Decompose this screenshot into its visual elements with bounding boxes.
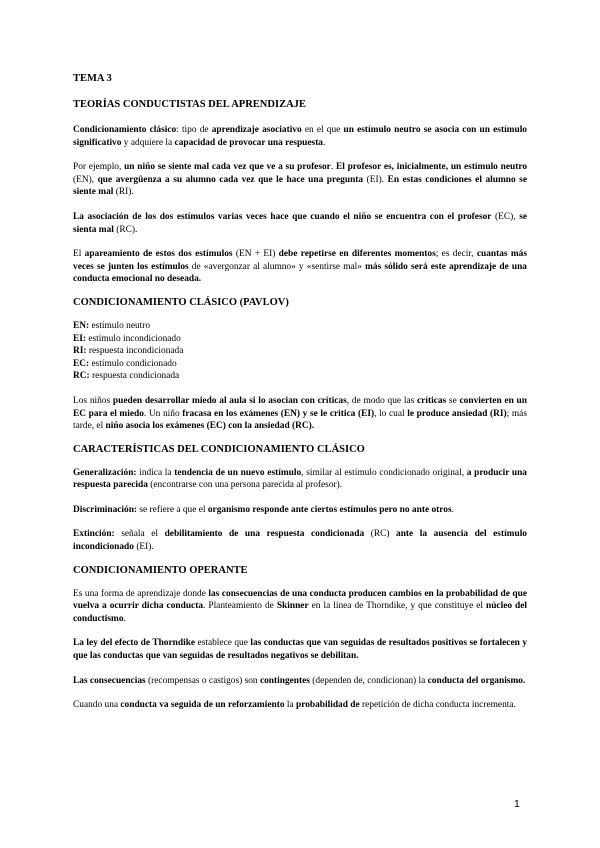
page-title: TEORÍAS CONDUCTISTAS DEL APRENDIZAJE bbox=[73, 99, 306, 110]
extinction-paragraph: Extinción: señala el debilitamiento de una respuesta condicionada (RC) ante la ausencia del estímulo incondicionado (EI). bbox=[73, 529, 527, 553]
definitions-list bbox=[73, 320, 527, 383]
document-page bbox=[73, 72, 527, 712]
definition-item: EC: estímulo condicionado bbox=[73, 358, 177, 369]
reinforcement-paragraph: Cuando una conducta va seguida de un reforzamiento la probabilidad de repetición de dicha conducta incrementa. bbox=[73, 700, 516, 711]
page-number: 1 bbox=[514, 798, 520, 810]
definition-item: RI: respuesta incondicionada bbox=[73, 346, 184, 357]
definition-item: EI: estímulo incondicionado bbox=[73, 333, 181, 344]
generalization-paragraph: Generalización: indica la tendencia de un nuevo estímulo, similar al estímulo condicionado original, a producir una respuesta parecida (encontrarse con una persona parecida al profesor). bbox=[73, 467, 527, 491]
operant-paragraph: Es una forma de aprendizaje donde las consecuencias de una conducta producen cambios en la probabilidad de que vuelva a ocurrir dicha conducta. Planteamiento de Skinner en la línea de Thorndike, y que constituye el núcleo del conductismo. bbox=[73, 588, 528, 624]
section-heading-pavlov: CONDICIONAMIENTO CLÁSICO (PAVLOV) bbox=[73, 296, 289, 308]
tema-heading: TEMA 3 bbox=[73, 73, 112, 84]
definition-item: RC: respuesta condicionada bbox=[73, 371, 180, 382]
section-heading-characteristics: CARACTERÍSTICAS DEL CONDICIONAMIENTO CLÁSICO bbox=[73, 443, 365, 455]
association-paragraph: La asociación de los dos estímulos varias veces hace que cuando el niño se encuentra con el profesor (EC), se sienta mal (RC). bbox=[73, 211, 527, 235]
fear-paragraph: Los niños pueden desarrollar miedo al aula si lo asocian con críticas, de modo que las críticas se convierten en un EC para el miedo. Un niño fracasa en los exámenes (EN) y se le critica (EI), lo cual le produce ansiedad (RI); más tarde, el niño asocia los exámenes (EC) con la ansiedad (RC). bbox=[73, 395, 527, 432]
example-paragraph: Por ejemplo, un niño se siente mal cada vez que ve a su profesor. El profesor es, inicialmente, un estímulo neutro (EN), que avergüenza a su alumno cada vez que le hace una pregunta (EI). En estas condiciones el alumno se siente mal (RI). bbox=[73, 162, 528, 198]
consequences-paragraph: Las consecuencias (recompensas o castigos) son contingentes (dependen de, condicionan) la conducta del organismo. bbox=[73, 675, 526, 686]
section-heading-operant: CONDICIONAMIENTO OPERANTE bbox=[73, 564, 248, 576]
definition-item: EN: estímulo neutro bbox=[73, 320, 151, 331]
discrimination-paragraph: Discriminación: se refiere a que el organismo responde ante ciertos estímulos pero no ante otros. bbox=[73, 504, 454, 515]
pairing-paragraph: El apareamiento de estos dos estímulos (EN + EI) debe repetirse en diferentes momentos; es decir, cuantas más veces se junten los estímulos de «avergonzar al alumno» y «sentirse mal» más sólido será este aprendizaje de una conducta emocional no deseada. bbox=[73, 249, 527, 285]
intro-paragraph: Condicionamiento clásico: tipo de aprendizaje asociativo en el que un estímulo neutro se asocia con un estímulo significativo y adquiere la capacidad de provocar una respuesta. bbox=[73, 125, 527, 148]
law-of-effect-paragraph: La ley del efecto de Thorndike establece que las conductas que van seguidas de resultados positivos se fortalecen y que las conductas que van seguidas de resultados negativos se debilitan. bbox=[73, 638, 528, 662]
